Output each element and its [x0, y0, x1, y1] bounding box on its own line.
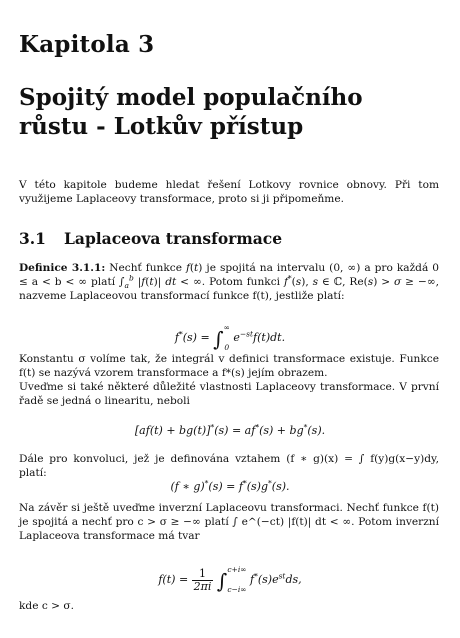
chapter-title-line-2: růstu - Lotkův přístup: [19, 113, 304, 140]
chapter-label: Kapitola 3: [19, 31, 155, 58]
laplace-definition-equation: f*(s) = ∫ ∞ 0 $e^{-st}f(t)dt$.: [174, 323, 286, 352]
paragraph-inverse-transform: Na závěr si ještě uveďme inverzní Laplaceovu transformaci. Nechť funkce f(t) je spojitá a nechť pro c > σ ≥ −∞ platí ∫ e^(−ct) |f(t)| dt < ∞. Potom inverzní Laplaceova transformace má tvar: [19, 502, 439, 543]
chapter-title-line-1: Spojitý model populačního: [19, 84, 363, 111]
definition-paragraph: Definice 3.1.1: Nechť funkce f(t) je spojitá na intervalu (0, ∞) a pro každá 0 ≤ a < b < ∞ platí $\int_a^b$ |f(t)| dt < ∞. Potom funkci f*(s), s ∈ ℂ, Re(s) > σ ≥ −∞, nazveme Laplaceovou transformací funkce f(t), jestliže platí:: [19, 262, 440, 303]
paragraph-constant-sigma: Konstantu σ volíme tak, že integrál v definici transformace existuje. Funkce f(t) se nazývá vzorem transformace a f*(s) jejím obrazem.: [19, 353, 439, 380]
section-title: Laplaceova transformace: [64, 229, 283, 248]
closing-text: kde c > σ.: [19, 600, 74, 612]
paragraph-convolution: Dále pro konvoluci, jež je definována vztahem (f ∗ g)(x) = ∫ f(y)g(x−y)dy, platí:: [19, 453, 439, 480]
convolution-equation: (f ∗ g)*(s) = f*(s)g*(s).: [170, 478, 290, 493]
intro-paragraph: V této kapitole budeme hledat řešení Lotkovy rovnice obnovy. Při tom využijeme Laplaceovy transformace, proto si ji připomeňme.: [19, 179, 439, 206]
inverse-transform-equation: f(t) = $\frac{1}{2\pi i}$ ∫ c+i∞ c−i∞ $f^*(s)e^{st}ds$,: [158, 565, 302, 594]
linearity-equation: [af(t) + bg(t)]*(s) = af*(s) + bg*(s).: [134, 422, 326, 437]
paragraph-linearity: Uveďme si také některé důležité vlastnosti Laplaceovy transformace. V první řadě se jedná o linearitu, neboli: [19, 381, 439, 408]
section-heading: [19, 229, 282, 248]
chapter-title: [19, 83, 439, 141]
section-number: 3.1: [19, 229, 46, 248]
definition-label: Definice 3.1.1:: [19, 262, 106, 274]
